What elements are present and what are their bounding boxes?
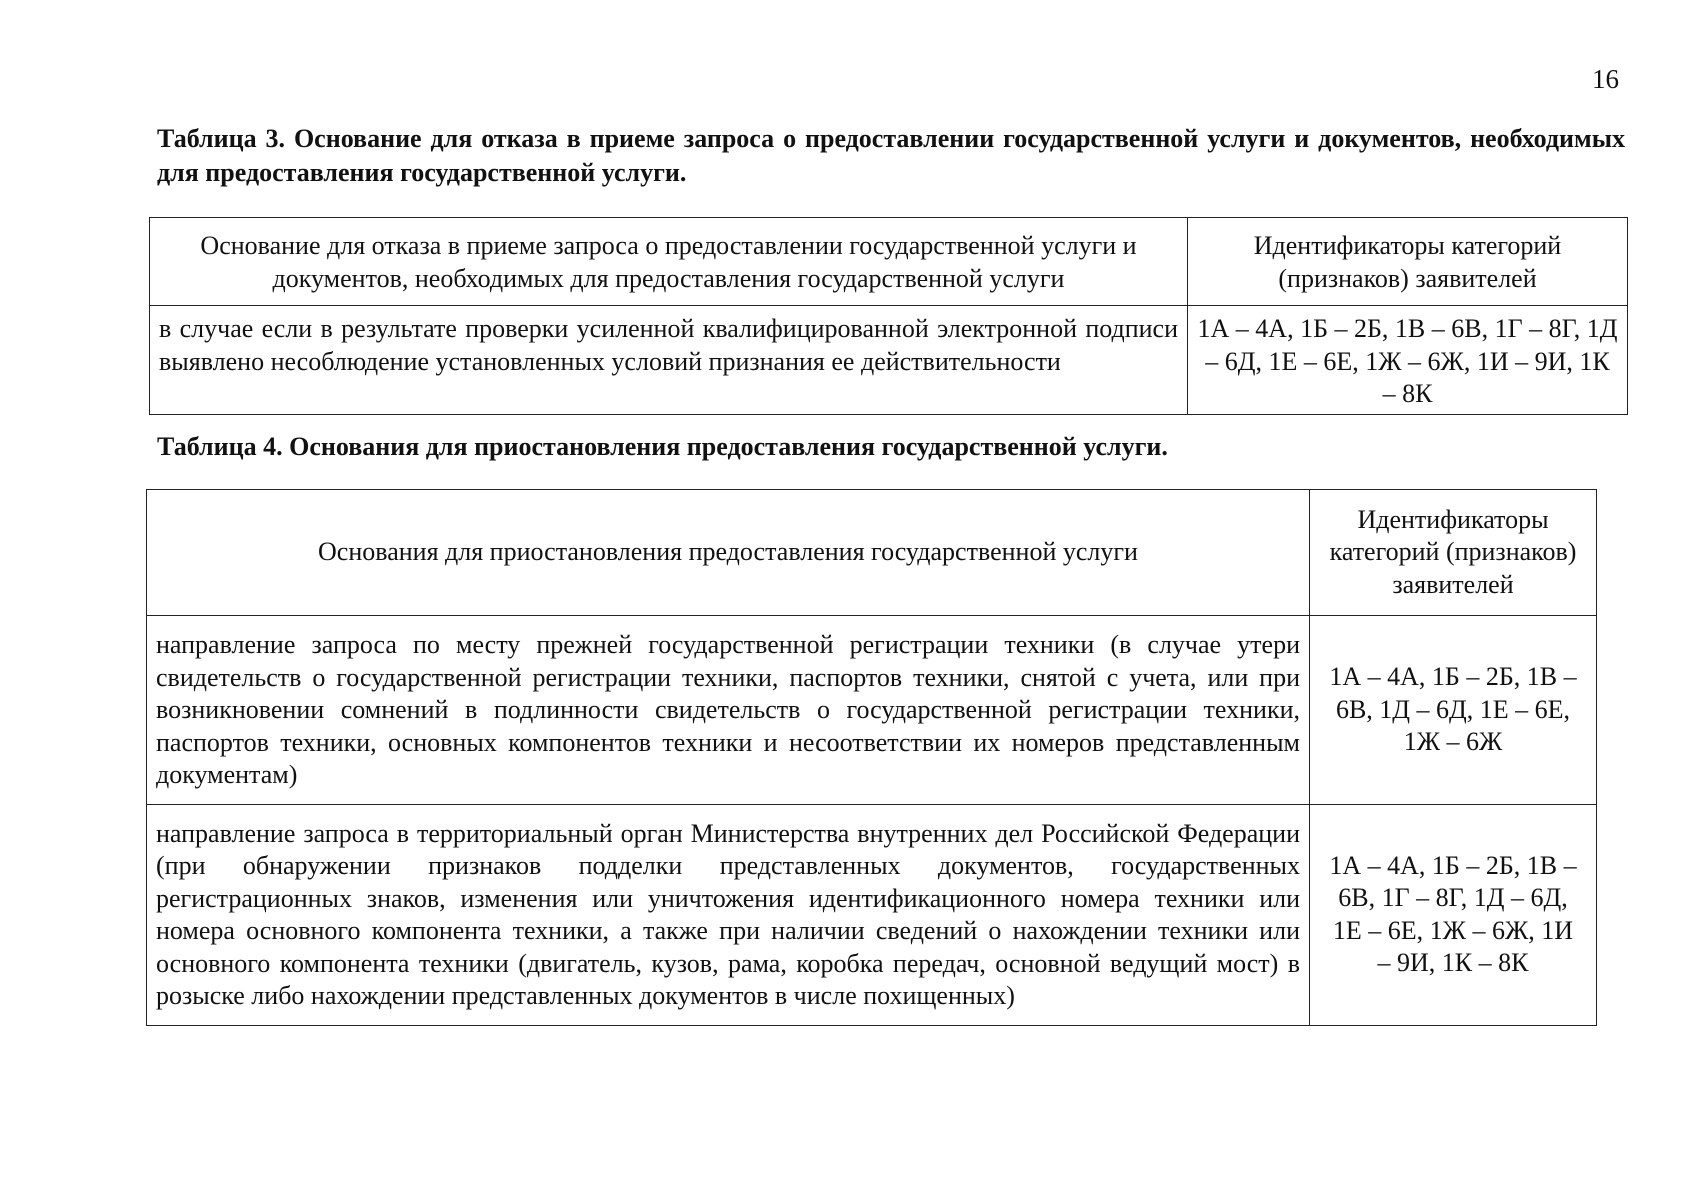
table4-header-reason: Основания для приостановления предоставления государственной услуги	[147, 490, 1310, 616]
table4-ids-cell: 1А – 4А, 1Б – 2Б, 1В – 6В, 1Д – 6Д, 1Е – 6Е, 1Ж – 6Ж	[1310, 616, 1597, 805]
table3-header-reason: Основание для отказа в приеме запроса о предоставлении государственной услуги и документов, необходимых для предоставления государственной услуги	[150, 218, 1188, 306]
table3-header-row	[150, 218, 1628, 306]
table-row	[147, 616, 1597, 805]
table4-ids-cell: 1А – 4А, 1Б – 2Б, 1В – 6В, 1Г – 8Г, 1Д – 6Д, 1Е – 6Е, 1Ж – 6Ж, 1И – 9И, 1К – 8К	[1310, 804, 1597, 1025]
table3-reason-cell: в случае если в результате проверки усиленной квалифицированной электронной подписи выявлено несоблюдение установленных условий признания ее действительности	[150, 306, 1188, 415]
table4-reason-cell: направление запроса в территориальный орган Министерства внутренних дел Российской Федерации (при обнаружении признаков подделки представленных документов, государственных регистрационных знаков, изменения или уничтожения идентификационного номера техники или номера основного компонента техники, а также при наличии сведений о нахождении техники или основного компонента техники (двигатель, кузов, рама, коробка передач, основной ведущий мост) в розыске либо нахождении представленных документов в числе похищенных)	[147, 804, 1310, 1025]
table4-header-ids: Идентификаторы категорий (признаков) заявителей	[1310, 490, 1597, 616]
table4	[146, 489, 1597, 1026]
table3	[149, 217, 1628, 415]
table-row	[150, 306, 1628, 415]
table4-header-row	[147, 490, 1597, 616]
table4-reason-cell: направление запроса по месту прежней государственной регистрации техники (в случае утери свидетельств о государственной регистрации техники, паспортов техники, снятой с учета, или при возникновении сомнений в подлинности свидетельств о государственной регистрации техники, паспортов техники, основных компонентов техники и несоответствии их номеров представленным документам)	[147, 616, 1310, 805]
page-number: 16	[1592, 64, 1619, 94]
table3-ids-cell: 1А – 4А, 1Б – 2Б, 1В – 6В, 1Г – 8Г, 1Д – 6Д, 1Е – 6Е, 1Ж – 6Ж, 1И – 9И, 1К – 8К	[1188, 306, 1628, 415]
table3-caption: Таблица 3. Основание для отказа в приеме запроса о предоставлении государственной услуги и документов, необходимых для предоставления государственной услуги.	[157, 124, 1625, 187]
table-row	[147, 804, 1597, 1025]
table3-header-ids: Идентификаторы категорий (признаков) заявителей	[1188, 218, 1628, 306]
table4-caption: Таблица 4. Основания для приостановления предоставления государственной услуги.	[157, 432, 1168, 461]
